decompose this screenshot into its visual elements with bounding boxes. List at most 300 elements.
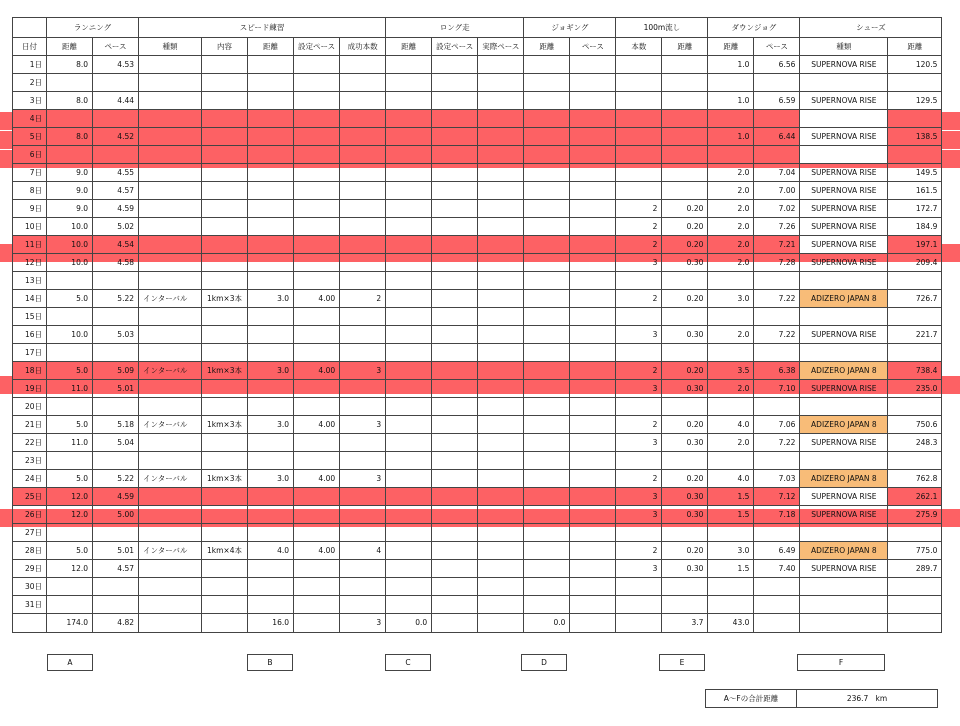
table-cell [93,596,139,614]
table-cell: インターバル [139,416,202,434]
table-cell [478,452,524,470]
table-cell [139,434,202,452]
table-cell [754,524,800,542]
table-cell [478,524,524,542]
table-cell [888,452,942,470]
table-cell [340,380,386,398]
table-cell: 726.7 [888,290,942,308]
table-cell [340,560,386,578]
table-row [13,434,942,452]
table-cell [524,272,570,290]
table-cell: 7.28 [754,254,800,272]
table-cell [248,56,294,74]
table-cell [47,452,93,470]
table-cell [432,596,478,614]
table-cell [662,578,708,596]
table-cell [386,128,432,146]
day-cell: 31日 [13,596,47,614]
table-cell [432,128,478,146]
day-cell: 10日 [13,218,47,236]
table-cell [294,596,340,614]
day-cell: 7日 [13,164,47,182]
table-cell [888,74,942,92]
table-cell: 5.01 [93,380,139,398]
table-cell [662,56,708,74]
table-row [13,506,942,524]
table-cell [294,200,340,218]
table-cell [340,110,386,128]
table-cell: インターバル [139,542,202,560]
table-cell [432,74,478,92]
table-cell [888,578,942,596]
table-cell: インターバル [139,470,202,488]
table-cell: ADIZERO JAPAN 8 [800,362,888,380]
table-cell [432,182,478,200]
table-cell: SUPERNOVA RISE [800,326,888,344]
table-cell: 0.30 [662,326,708,344]
table-cell [93,524,139,542]
table-cell: 221.7 [888,326,942,344]
table-cell: SUPERNOVA RISE [800,182,888,200]
table-cell [478,182,524,200]
table-cell: 3 [616,434,662,452]
column-header: 距離 [524,38,570,56]
table-cell [524,470,570,488]
table-cell: インターバル [139,362,202,380]
table-cell: 738.4 [888,362,942,380]
table-cell [570,236,616,254]
column-header: 距離 [386,38,432,56]
day-cell: 17日 [13,344,47,362]
table-cell [570,92,616,110]
day-cell: 23日 [13,452,47,470]
table-cell [570,596,616,614]
table-cell [800,308,888,326]
table-cell [47,578,93,596]
table-cell [616,398,662,416]
table-cell: 0.20 [662,236,708,254]
table-cell: 3 [616,254,662,272]
table-cell [294,344,340,362]
table-cell: 2.0 [708,164,754,182]
table-cell: 9.0 [47,164,93,182]
table-cell: 5.0 [47,542,93,560]
table-cell: 7.21 [754,236,800,254]
table-cell [93,272,139,290]
table-cell [524,92,570,110]
table-cell [294,434,340,452]
table-cell [139,398,202,416]
table-cell [478,434,524,452]
table-cell: SUPERNOVA RISE [800,488,888,506]
table-cell [340,218,386,236]
table-cell: 2 [616,236,662,254]
table-cell: SUPERNOVA RISE [800,560,888,578]
table-cell [478,254,524,272]
table-cell: SUPERNOVA RISE [800,506,888,524]
table-cell: 4 [340,542,386,560]
table-cell [202,434,248,452]
table-cell [386,236,432,254]
table-cell [616,128,662,146]
table-cell [386,380,432,398]
table-cell [662,146,708,164]
day-cell: 28日 [13,542,47,560]
table-cell [888,524,942,542]
table-cell: 1km×3本 [202,416,248,434]
table-cell: SUPERNOVA RISE [800,380,888,398]
column-header: ペース [754,38,800,56]
column-letter-label: B [247,654,293,671]
table-cell: 0.20 [662,290,708,308]
table-cell: 3 [340,362,386,380]
table-cell [202,596,248,614]
table-cell [524,506,570,524]
table-cell: ADIZERO JAPAN 8 [800,416,888,434]
table-cell [202,344,248,362]
table-cell [478,578,524,596]
table-cell: 3.0 [248,416,294,434]
table-cell [202,146,248,164]
table-cell [432,362,478,380]
table-cell [202,182,248,200]
table-cell [248,146,294,164]
table-cell: 3 [616,506,662,524]
table-row [13,596,942,614]
table-cell [432,110,478,128]
table-cell: 3 [616,380,662,398]
day-cell: 20日 [13,398,47,416]
table-cell [478,146,524,164]
day-cell: 5日 [13,128,47,146]
table-row [13,92,942,110]
table-cell [386,542,432,560]
table-cell [616,452,662,470]
table-cell [800,578,888,596]
table-cell: 184.9 [888,218,942,236]
column-letter-label: A [47,654,93,671]
table-cell [800,110,888,128]
column-header: 種類 [800,38,888,56]
table-cell [478,308,524,326]
table-cell: 0.20 [662,416,708,434]
table-row [13,524,942,542]
day-cell: 14日 [13,290,47,308]
column-header: 距離 [248,38,294,56]
table-cell [202,272,248,290]
table-cell [524,164,570,182]
group-header-row [13,18,942,38]
day-cell: 27日 [13,524,47,542]
table-cell [524,344,570,362]
table-cell: 248.3 [888,434,942,452]
group-header: ジョギング [524,18,616,38]
table-cell [294,218,340,236]
table-cell [294,560,340,578]
table-cell [386,362,432,380]
table-row [13,470,942,488]
table-row [13,200,942,218]
table-cell [524,596,570,614]
table-cell [386,470,432,488]
total-cell [888,614,942,633]
table-cell [800,344,888,362]
table-cell [340,182,386,200]
table-cell [524,146,570,164]
table-cell: 4.59 [93,200,139,218]
table-cell: インターバル [139,290,202,308]
table-cell [570,434,616,452]
table-cell: 5.22 [93,470,139,488]
table-cell: 1.5 [708,506,754,524]
table-cell [386,452,432,470]
column-header: 距離 [47,38,93,56]
table-cell [754,578,800,596]
table-cell [248,560,294,578]
table-cell: 2 [340,290,386,308]
table-cell [386,488,432,506]
table-row [13,128,942,146]
table-cell [800,524,888,542]
table-cell [340,578,386,596]
table-cell [524,128,570,146]
table-cell [570,218,616,236]
table-cell [432,164,478,182]
table-cell: 2 [616,470,662,488]
total-cell: 174.0 [47,614,93,633]
table-cell [708,74,754,92]
table-cell [708,344,754,362]
table-cell [93,578,139,596]
table-cell [248,236,294,254]
table-cell [754,308,800,326]
table-cell [616,56,662,74]
table-cell [93,146,139,164]
table-row [13,146,942,164]
table-cell [202,74,248,92]
table-cell [202,398,248,416]
table-cell [93,74,139,92]
table-cell [662,452,708,470]
table-cell [570,272,616,290]
table-cell [570,128,616,146]
table-cell [340,164,386,182]
table-cell [248,596,294,614]
table-cell [708,524,754,542]
total-cell [570,614,616,633]
table-cell [294,164,340,182]
table-cell [139,506,202,524]
table-cell [888,398,942,416]
table-cell [202,56,248,74]
table-cell [386,182,432,200]
table-cell [432,56,478,74]
table-cell [202,236,248,254]
table-cell [478,326,524,344]
total-cell [800,614,888,633]
table-cell: 262.1 [888,488,942,506]
table-cell: 7.26 [754,218,800,236]
table-cell [432,344,478,362]
group-header: シューズ [800,18,942,38]
table-cell [202,380,248,398]
table-cell [248,326,294,344]
table-cell [570,362,616,380]
table-cell [432,326,478,344]
table-cell [47,596,93,614]
total-cell: 3 [340,614,386,633]
table-cell [340,452,386,470]
table-cell [570,398,616,416]
table-cell: ADIZERO JAPAN 8 [800,290,888,308]
table-cell [570,56,616,74]
table-cell [662,398,708,416]
summary-unit: km [875,694,888,703]
table-cell: 1km×3本 [202,290,248,308]
table-cell [340,146,386,164]
table-cell [386,578,432,596]
table-cell [139,128,202,146]
total-cell: 0.0 [386,614,432,633]
total-cell: 3.7 [662,614,708,633]
table-row [13,164,942,182]
table-cell: SUPERNOVA RISE [800,200,888,218]
table-cell [139,344,202,362]
column-letter-label: F [797,654,885,671]
table-cell [478,74,524,92]
table-cell: 0.30 [662,254,708,272]
table-cell [248,344,294,362]
table-cell [139,110,202,128]
table-cell [800,596,888,614]
table-cell [478,110,524,128]
table-cell [662,164,708,182]
table-cell: 2.0 [708,236,754,254]
summary-value [797,690,937,707]
table-cell: 762.8 [888,470,942,488]
table-cell [524,254,570,272]
table-cell: 11.0 [47,434,93,452]
table-cell [570,560,616,578]
day-cell: 2日 [13,74,47,92]
table-cell [294,488,340,506]
table-row [13,398,942,416]
table-cell [888,272,942,290]
table-cell: 2 [616,290,662,308]
table-cell: 138.5 [888,128,942,146]
table-cell: 3.0 [708,542,754,560]
table-cell [139,254,202,272]
table-cell: 8.0 [47,128,93,146]
day-cell: 9日 [13,200,47,218]
table-cell [432,560,478,578]
table-cell: 1.5 [708,488,754,506]
table-cell [248,578,294,596]
total-cell [139,614,202,633]
total-cell: 16.0 [248,614,294,633]
table-cell: 3 [616,326,662,344]
table-cell [478,380,524,398]
table-cell [340,596,386,614]
table-row [13,110,942,128]
table-cell [47,74,93,92]
total-cell: 0.0 [524,614,570,633]
table-cell: 2.0 [708,218,754,236]
table-cell: SUPERNOVA RISE [800,218,888,236]
table-cell: 5.18 [93,416,139,434]
table-cell [708,146,754,164]
table-cell [524,416,570,434]
table-cell: 7.18 [754,506,800,524]
table-cell [616,182,662,200]
table-cell [248,398,294,416]
table-cell [754,74,800,92]
table-cell [524,218,570,236]
table-cell: 1.0 [708,56,754,74]
table-cell: 7.00 [754,182,800,200]
table-cell [662,110,708,128]
table-cell [754,344,800,362]
table-cell: 6.56 [754,56,800,74]
group-header: ダウンジョグ [708,18,800,38]
table-cell [524,362,570,380]
table-cell: 5.00 [93,506,139,524]
table-row [13,362,942,380]
table-cell [139,272,202,290]
table-cell: 2 [616,362,662,380]
table-cell [386,398,432,416]
table-row [13,578,942,596]
table-cell [139,200,202,218]
table-row [13,272,942,290]
table-cell [570,506,616,524]
table-cell [386,344,432,362]
table-cell [294,524,340,542]
table-cell: 5.0 [47,362,93,380]
table-cell [524,560,570,578]
table-cell: 4.53 [93,56,139,74]
table-cell: 3.5 [708,362,754,380]
table-cell [340,92,386,110]
table-cell [432,218,478,236]
table-cell [432,200,478,218]
table-cell [478,470,524,488]
table-cell [202,110,248,128]
table-cell: 10.0 [47,326,93,344]
table-cell [708,272,754,290]
table-cell: 7.22 [754,434,800,452]
table-cell: 197.1 [888,236,942,254]
table-cell: 3 [616,488,662,506]
table-cell [432,254,478,272]
table-cell [202,92,248,110]
day-cell: 4日 [13,110,47,128]
table-cell [478,560,524,578]
table-cell [524,434,570,452]
table-cell: 4.55 [93,164,139,182]
total-cell [294,614,340,633]
table-row [13,74,942,92]
table-cell: 6.38 [754,362,800,380]
table-cell [386,596,432,614]
table-cell [478,128,524,146]
table-cell [616,596,662,614]
table-cell: 7.22 [754,290,800,308]
table-cell [202,200,248,218]
table-cell [478,398,524,416]
table-cell: 5.03 [93,326,139,344]
table-cell: 7.12 [754,488,800,506]
